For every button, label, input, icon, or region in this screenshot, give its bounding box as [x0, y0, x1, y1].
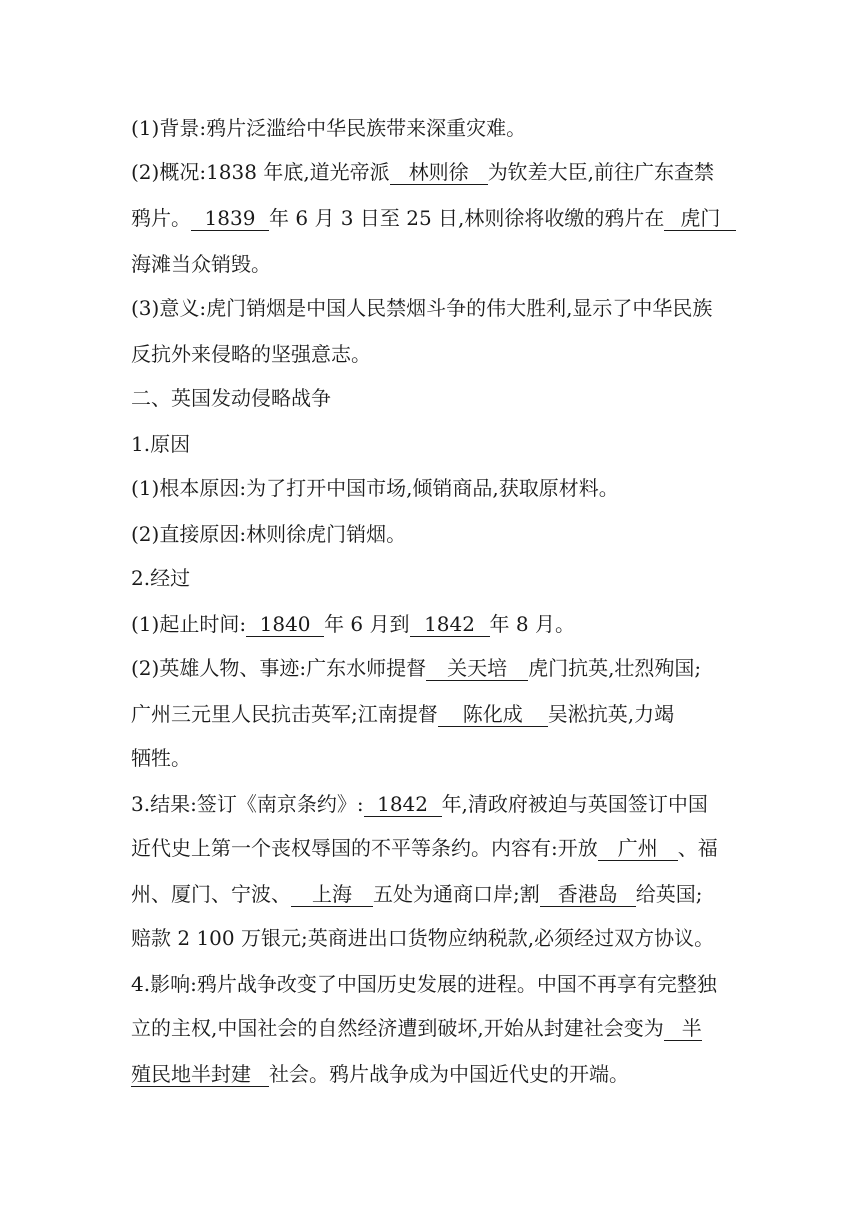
impact-paragraph-line-1 [131, 970, 717, 998]
text: 2.经过 [131, 566, 191, 590]
answer-blank: 上海 [291, 882, 373, 907]
significance-paragraph-line-2 [131, 340, 371, 368]
text: 、福 [677, 836, 718, 860]
significance-paragraph-line-1 [131, 294, 712, 322]
text: (2)直接原因:林则徐虎门销烟。 [131, 522, 407, 546]
overview-paragraph-line-1 [131, 158, 714, 186]
answer-blank: 半 [664, 1016, 702, 1041]
answer-blank: 1842 [410, 612, 490, 637]
text: 赔款 2 100 万银元;英商进出口货物应纳税款,必须经过双方协议。 [131, 926, 715, 950]
answer-blank: 广州 [598, 836, 678, 861]
text: 广州三元里人民抗击英军;江南提督 [131, 702, 438, 726]
text: 为钦差大臣,前往广东查禁 [487, 160, 715, 184]
answer-blank: 陈化成 [438, 702, 548, 727]
impact-paragraph-line-3 [131, 1060, 629, 1088]
text: 年,清政府被迫与英国签订中国 [441, 792, 708, 816]
answer-blank: 殖民地半封建 [131, 1062, 269, 1087]
background-paragraph [131, 114, 526, 142]
text: (3)意义:虎门销烟是中国人民禁烟斗争的伟大胜利,显示了中华民族 [131, 296, 713, 320]
answer-blank: 关天培 [426, 656, 528, 681]
overview-paragraph-line-2 [131, 204, 736, 232]
overview-paragraph-line-3 [131, 250, 271, 278]
heroes-paragraph-line-2 [131, 700, 674, 728]
subheading-course [131, 564, 190, 592]
answer-blank: 1839 [191, 206, 269, 231]
section-heading [131, 384, 331, 412]
answer-blank: 虎门 [664, 206, 736, 231]
answer-blank: 香港岛 [540, 882, 636, 907]
text: 社会。鸦片战争成为中国近代史的开端。 [269, 1062, 629, 1086]
text: (2)概况:1838 年底,道光帝派 [131, 160, 390, 184]
answer-blank: 林则徐 [390, 160, 488, 185]
text: 给英国; [635, 882, 703, 906]
answer-blank: 1840 [246, 612, 324, 637]
text: (1)根本原因:为了打开中国市场,倾销商品,获取原材料。 [131, 476, 619, 500]
text: 牺牲。 [131, 746, 191, 770]
text: 反抗外来侵略的坚强意志。 [131, 342, 371, 366]
text: 吴淞抗英,力竭 [547, 702, 675, 726]
result-paragraph-line-1 [131, 790, 708, 818]
text: 4.影响:鸦片战争改变了中国历史发展的进程。中国不再享有完整独 [131, 972, 717, 996]
heroes-paragraph-line-3 [131, 744, 191, 772]
text: 1.原因 [131, 432, 191, 456]
heroes-paragraph-line-1 [131, 654, 701, 682]
text: (1)背景:鸦片泛滥给中华民族带来深重灾难。 [131, 116, 527, 140]
root-cause-paragraph [131, 474, 619, 502]
text: 鸦片。 [131, 206, 191, 230]
text: 年 6 月到 [324, 612, 410, 636]
text: 虎门抗英,壮烈殉国; [528, 656, 702, 680]
text: 年 8 月。 [489, 612, 575, 636]
impact-paragraph-line-2 [131, 1014, 702, 1042]
result-paragraph-line-4 [131, 924, 714, 952]
subheading-causes [131, 430, 190, 458]
text: 州、厦门、宁波、 [131, 882, 291, 906]
result-paragraph-line-2 [131, 834, 718, 862]
text: 立的主权,中国社会的自然经济遭到破坏,开始从封建社会变为 [131, 1016, 664, 1040]
text: (1)起止时间: [131, 612, 247, 636]
text: 近代史上第一个丧权辱国的不平等条约。内容有:开放 [131, 836, 598, 860]
text: 3.结果:签订《南京条约》: [131, 792, 364, 816]
period-paragraph [131, 610, 575, 638]
text: 海滩当众销毁。 [131, 252, 271, 276]
answer-blank: 1842 [364, 792, 442, 817]
text: 五处为通商口岸;割 [373, 882, 540, 906]
result-paragraph-line-3 [131, 880, 703, 908]
direct-cause-paragraph [131, 520, 406, 548]
text: (2)英雄人物、事迹:广东水师提督 [131, 656, 427, 680]
text: 年 6 月 3 日至 25 日,林则徐将收缴的鸦片在 [269, 206, 665, 230]
text: 二、英国发动侵略战争 [131, 386, 331, 410]
